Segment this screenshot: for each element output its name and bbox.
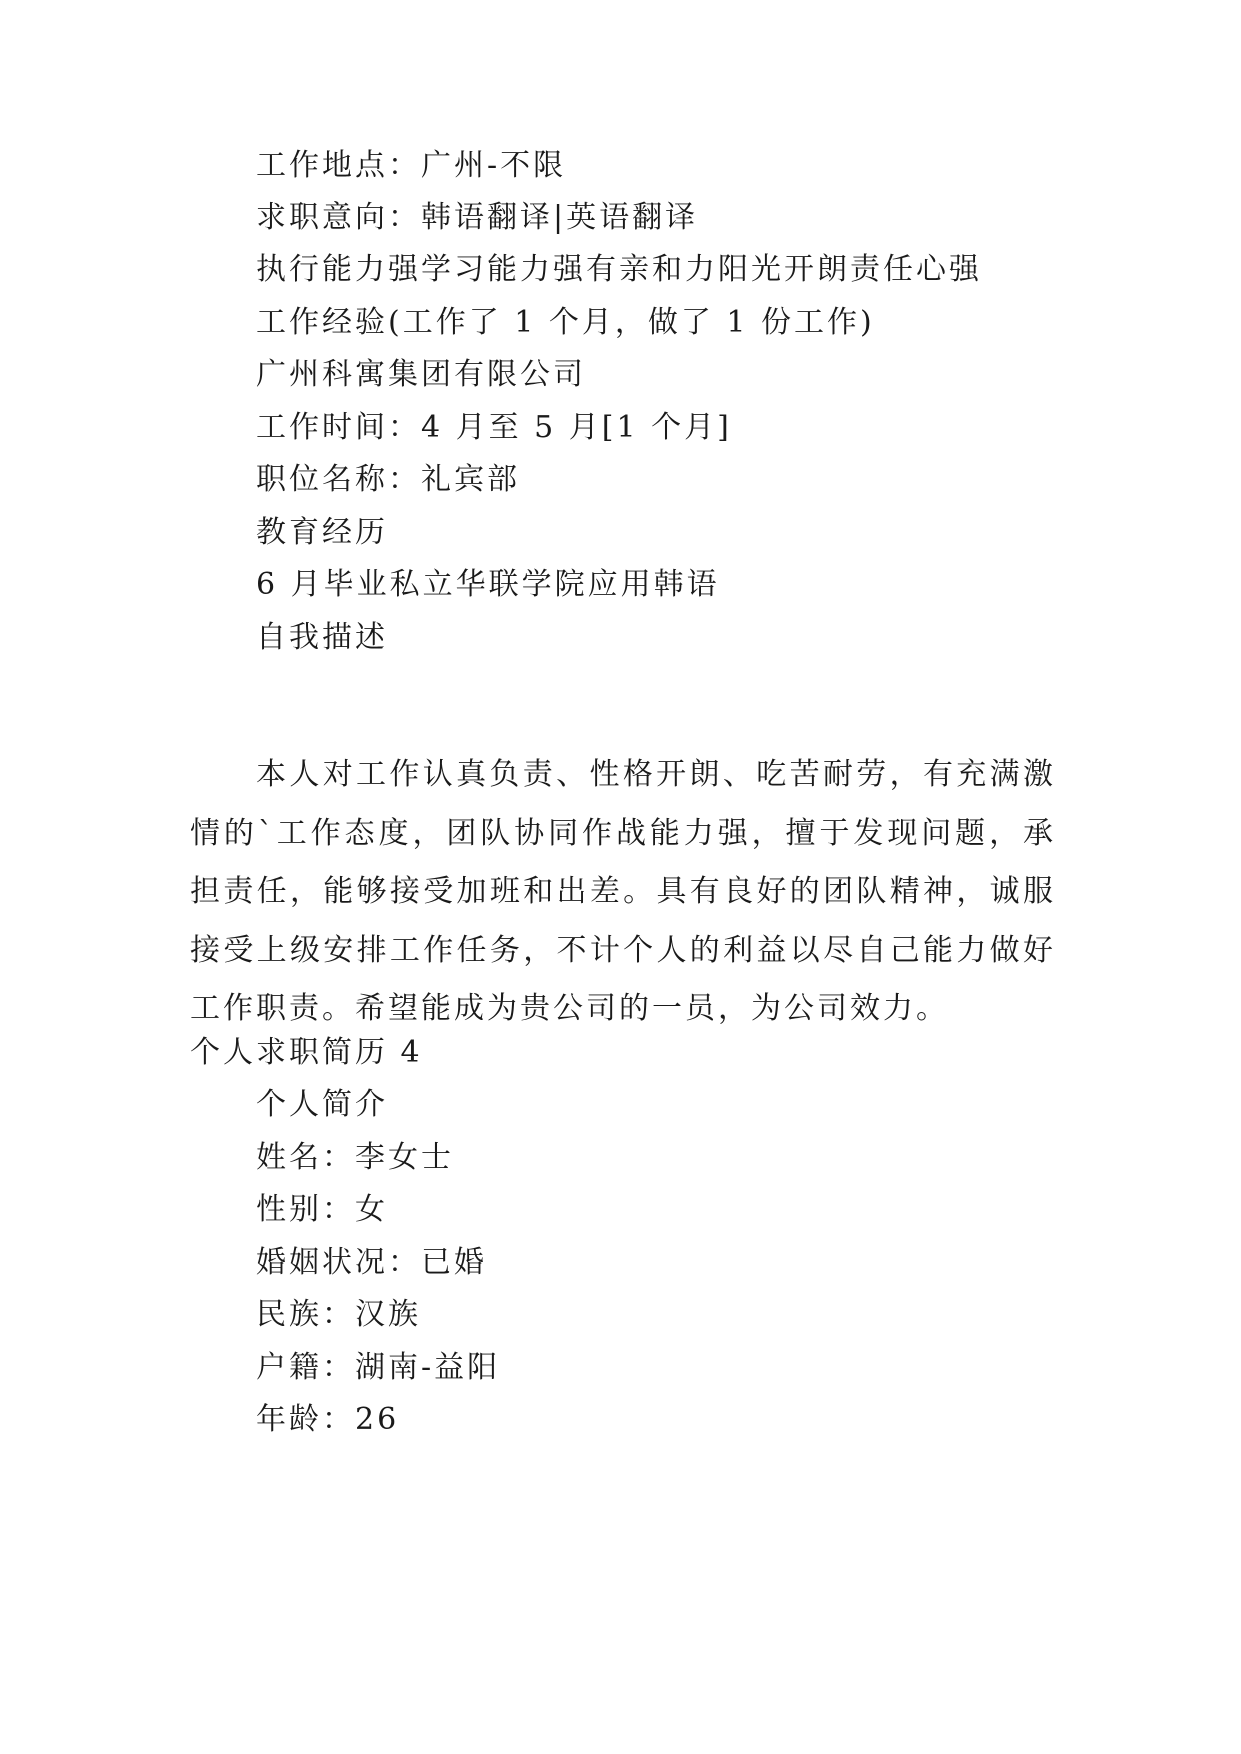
education-entry: 6 月毕业私立华联学院应用韩语: [256, 567, 720, 602]
marital-status-field: 婚姻状况：已婚: [256, 1245, 487, 1280]
profile-heading: 个人简介: [256, 1087, 388, 1122]
experience-heading: 工作经验(工作了 1 个月，做了 1 份工作): [256, 305, 875, 340]
company-name: 广州科寓集团有限公司: [256, 357, 586, 392]
gender-field: 性别：女: [256, 1192, 388, 1227]
self-description-paragraph: 本人对工作认真负责、性格开朗、吃苦耐劳，有充满激情的`工作态度，团队协同作战能力强，擅于发现问题，承担责任，能够接受加班和出差。具有良好的团队精神，诚服接受上级安排工作任务，不计个人的利益以尽自己能力做好工作职责。希望能成为贵公司的一员，为公司效力。: [190, 757, 1056, 1026]
resume-section-title: 个人求职简历 4: [190, 1035, 423, 1070]
strengths: 执行能力强学习能力强有亲和力阳光开朗责任心强: [256, 252, 982, 287]
age-field: 年龄：26: [256, 1402, 400, 1437]
name-field: 姓名：李女士: [256, 1140, 454, 1175]
self-description-heading: 自我描述: [256, 620, 388, 655]
household-registration-field: 户籍：湖南-益阳: [256, 1350, 501, 1385]
job-intention: 求职意向：韩语翻译|英语翻译: [256, 200, 699, 235]
work-period: 工作时间：4 月至 5 月[1 个月]: [256, 410, 732, 445]
work-location: 工作地点：广州-不限: [256, 148, 567, 183]
education-heading: 教育经历: [256, 515, 388, 550]
position-title: 职位名称：礼宾部: [256, 462, 520, 497]
ethnicity-field: 民族：汉族: [256, 1297, 421, 1332]
